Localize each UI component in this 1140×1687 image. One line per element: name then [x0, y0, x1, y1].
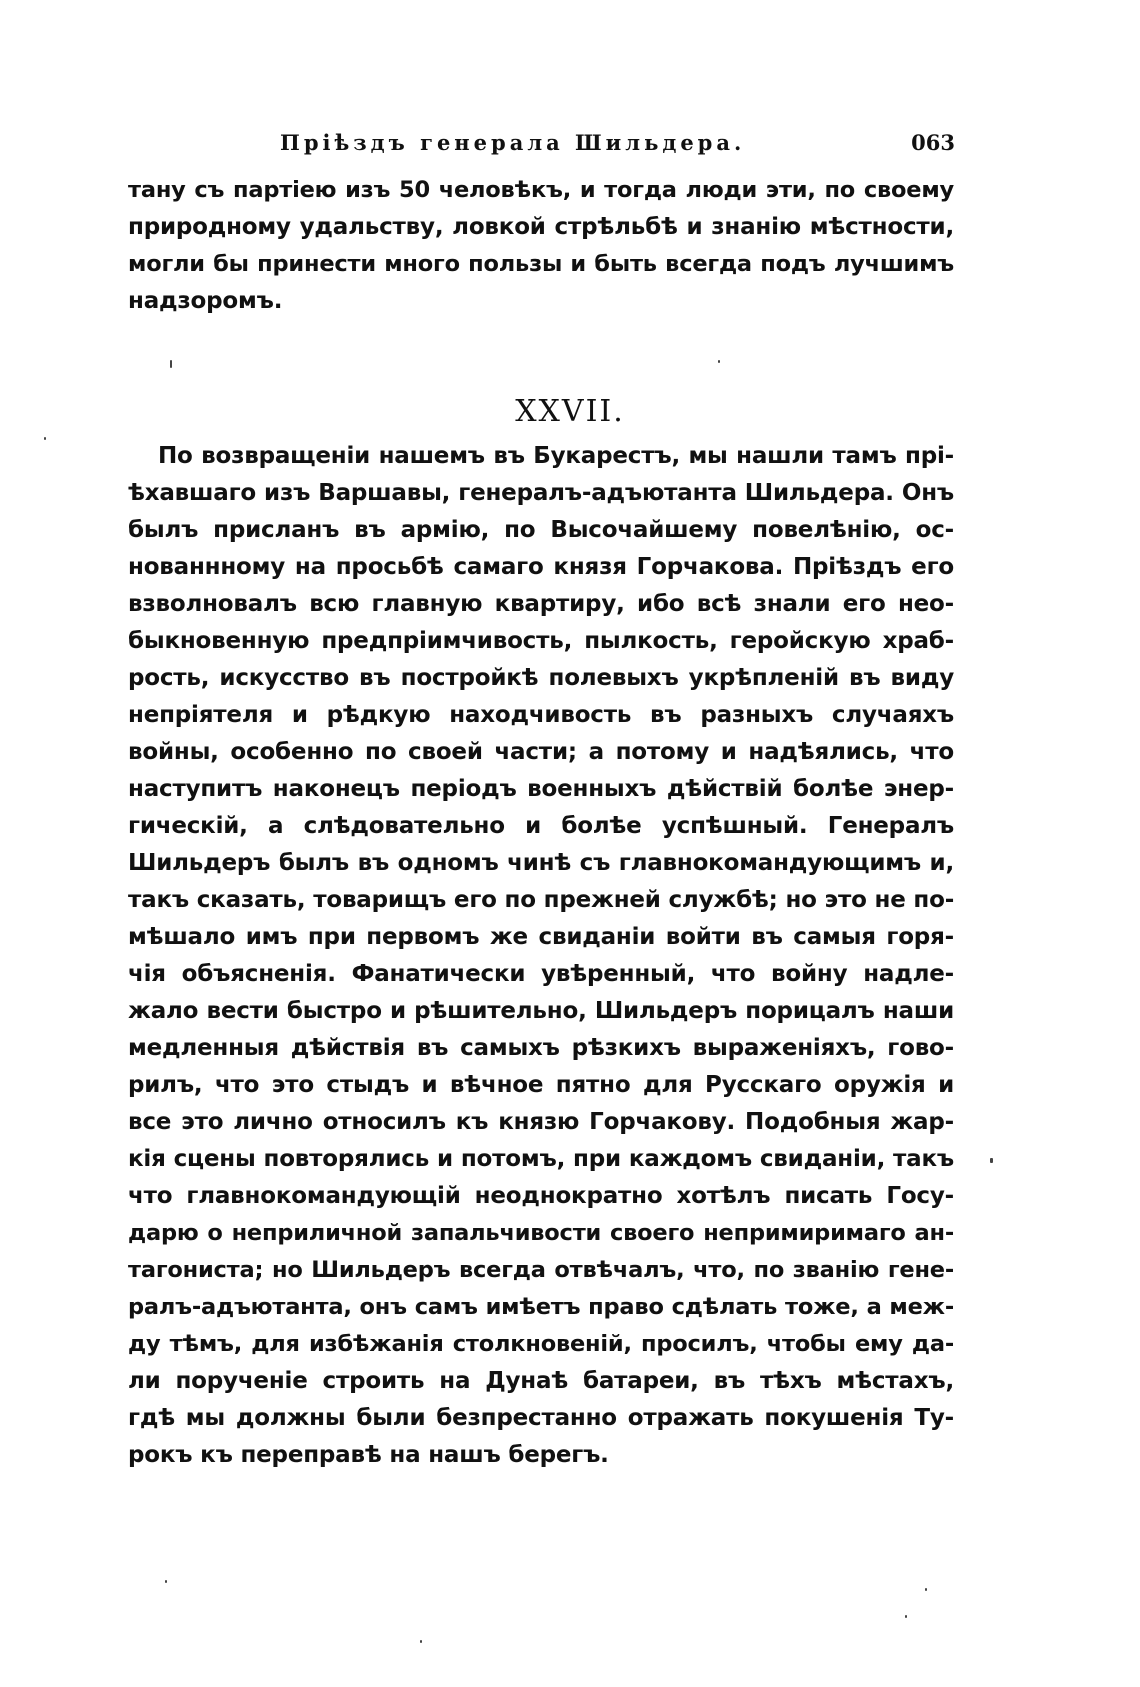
- text-line: былъ присланъ въ армію, по Высочайшему повелѣнію, ос-: [128, 517, 954, 543]
- text-line: такъ сказать, товарищъ его по прежней службѣ; но это не по-: [128, 887, 954, 913]
- scan-speck: [170, 360, 172, 368]
- section-number: XXVII.: [515, 394, 625, 429]
- page-number: 063: [911, 130, 955, 155]
- text-line: медленныя дѣйствія въ самыхъ рѣзкихъ выраженіяхъ, гово-: [128, 1035, 954, 1061]
- text-line: природному удальству, ловкой стрѣльбѣ и знанію мѣстности,: [128, 214, 954, 240]
- text-line: рокъ къ переправѣ на нашъ берегъ.: [128, 1442, 609, 1468]
- text-line: тагониста; но Шильдеръ всегда отвѣчалъ, что, по званію гене-: [128, 1257, 954, 1283]
- text-line: ли порученіе строить на Дунаѣ батареи, въ тѣхъ мѣстахъ,: [128, 1368, 954, 1394]
- text-line: жало вести быстро и рѣшительно, Шильдеръ порицалъ наши: [128, 998, 954, 1024]
- text-line: По возвращеніи нашемъ въ Букарестъ, мы нашли тамъ прі-: [158, 443, 954, 469]
- main-paragraph: [128, 438, 954, 1474]
- text-line: тану съ партіею изъ 50 человѣкъ, и тогда люди эти, по своему: [128, 177, 954, 203]
- text-line: гическій, а слѣдовательно и болѣе успѣшный. Генералъ: [128, 813, 954, 839]
- text-line: надзоромъ.: [128, 288, 283, 314]
- text-line: дарю о неприличной запальчивости своего непримиримаго ан-: [128, 1220, 954, 1246]
- text-line: кія сцены повторялись и потомъ, при каждомъ свиданіи, такъ: [128, 1146, 954, 1172]
- text-line: ду тѣмъ, для избѣжанія столкновеній, просилъ, чтобы ему да-: [128, 1331, 954, 1357]
- running-title: Пріѣздъ генерала Шильдера.: [280, 130, 746, 155]
- text-line: рилъ, что это стыдъ и вѣчное пятно для Русскаго оружія и: [128, 1072, 954, 1098]
- text-line: могли бы принести много пользы и быть всегда подъ лучшимъ: [128, 251, 954, 277]
- text-line: быкновенную предпріимчивость, пылкость, геройскую храб-: [128, 628, 954, 654]
- scan-speck: [718, 360, 720, 363]
- text-line: ѣхавшаго изъ Варшавы, генералъ-адъютанта Шильдера. Онъ: [128, 480, 954, 506]
- text-line: нованнному на просьбѣ самаго князя Горчакова. Пріѣздъ его: [128, 554, 954, 580]
- text-line: взволновалъ всю главную квартиру, ибо всѣ знали его нео-: [128, 591, 954, 617]
- scan-speck: [420, 1640, 422, 1643]
- text-line: войны, особенно по своей части; а потому и надѣялись, что: [128, 739, 954, 765]
- text-line: наступитъ наконецъ періодъ военныхъ дѣйствій болѣе энер-: [128, 776, 954, 802]
- scan-speck: [990, 1158, 993, 1163]
- text-line: гдѣ мы должны были безпрестанно отражать покушенія Ту-: [128, 1405, 954, 1431]
- text-line: что главнокомандующій неоднократно хотѣлъ писать Госу-: [128, 1183, 954, 1209]
- scan-speck: [925, 1588, 927, 1591]
- scan-speck: [44, 437, 46, 440]
- text-line: мѣшало имъ при первомъ же свиданіи войти въ самыя горя-: [128, 924, 954, 950]
- text-line: чія объясненія. Фанатически увѣренный, что войну надле-: [128, 961, 954, 987]
- scan-speck: [905, 1615, 907, 1618]
- text-line: непріятеля и рѣдкую находчивость въ разныхъ случаяхъ: [128, 702, 954, 728]
- scan-speck: [165, 1580, 167, 1583]
- text-line: Шильдеръ былъ въ одномъ чинѣ съ главнокомандующимъ и,: [128, 850, 954, 876]
- text-line: ралъ-адъютанта, онъ самъ имѣетъ право сдѣлать тоже, а меж-: [128, 1294, 954, 1320]
- text-line: все это лично относилъ къ князю Горчакову. Подобныя жар-: [128, 1109, 954, 1135]
- top-paragraph: [128, 172, 954, 320]
- text-line: рость, искусство въ постройкѣ полевыхъ укрѣпленій въ виду: [128, 665, 954, 691]
